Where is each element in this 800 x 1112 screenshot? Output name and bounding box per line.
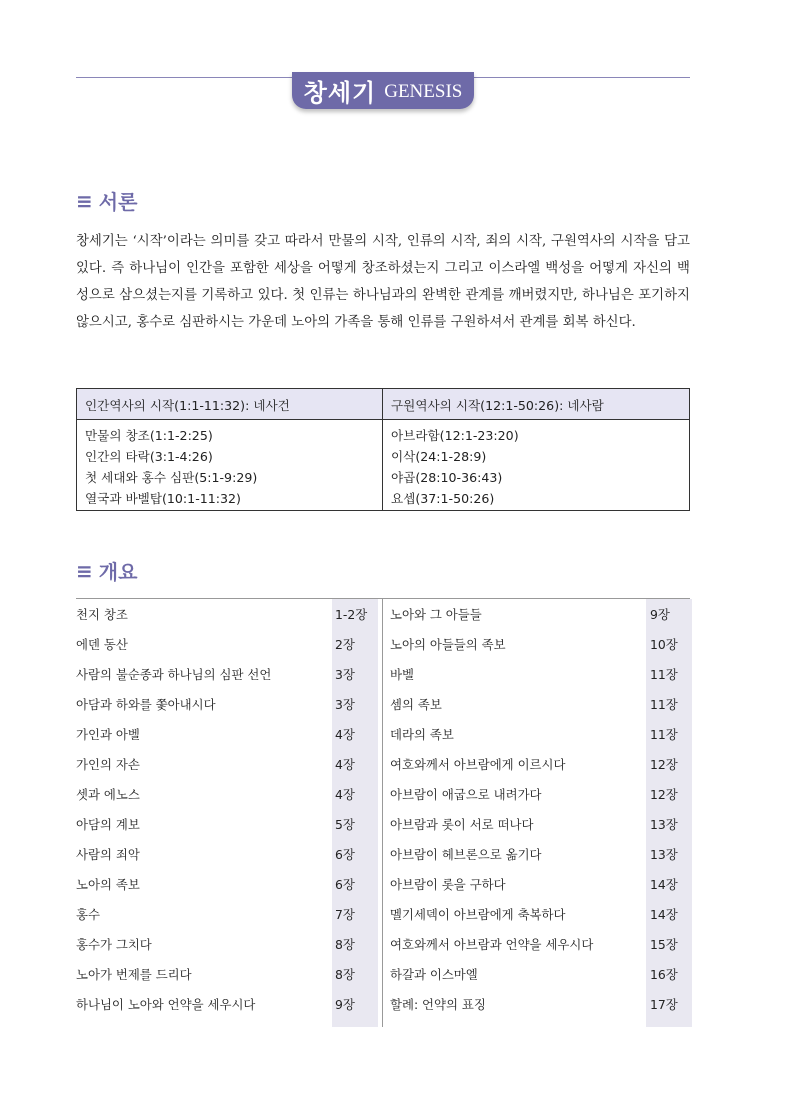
outline-row: [76, 839, 382, 869]
outline-row: [76, 779, 382, 809]
division-table: [76, 388, 690, 511]
outline-row: [76, 929, 382, 959]
outline-chapter: 4장: [335, 727, 355, 742]
outline-topic: 가인과 아벨: [76, 727, 140, 742]
outline-row: [76, 869, 382, 899]
outline-topic: 노아와 그 아들들: [390, 607, 482, 622]
division-item: 아브라함(12:1-23:20): [391, 428, 519, 443]
outline-chapter: 1-2장: [335, 607, 368, 622]
division-body-right: [383, 420, 689, 510]
outline-row: [384, 719, 690, 749]
outline-chapter: 4장: [335, 787, 355, 802]
outline-chapter: 2장: [335, 637, 355, 652]
outline-chapter: 6장: [335, 847, 355, 862]
outline-row: [384, 839, 690, 869]
outline-chapter: 8장: [335, 937, 355, 952]
book-title-korean: 창세기: [303, 79, 377, 107]
outline-topic: 아브람이 롯을 구하다: [390, 877, 506, 892]
outline-chapter: 17장: [650, 997, 678, 1012]
outline-topic: 사람의 죄악: [76, 847, 140, 862]
outline-topic: 노아의 아들들의 족보: [390, 637, 506, 652]
outline-topic: 아담과 하와를 쫓아내시다: [76, 697, 216, 712]
outline-chapter: 5장: [335, 817, 355, 832]
outline-row: [76, 749, 382, 779]
outline-column-right: [384, 599, 690, 1027]
intro-heading-text: 서론: [98, 190, 138, 214]
outline-row: [384, 899, 690, 929]
outline-topic: 아담의 계보: [76, 817, 140, 832]
outline-topic: 하나님이 노아와 언약을 세우시다: [76, 997, 256, 1012]
outline-row: [76, 899, 382, 929]
outline-topic: 셈의 족보: [390, 697, 442, 712]
outline-row: [384, 749, 690, 779]
outline-row: [76, 719, 382, 749]
outline-chapter: 15장: [650, 937, 678, 952]
outline-chapter: 9장: [335, 997, 355, 1012]
outline-chapter: 10장: [650, 637, 678, 652]
outline-chapter: 9장: [650, 607, 670, 622]
outline-chapter: 11장: [650, 697, 678, 712]
outline-chapter: 14장: [650, 877, 678, 892]
outline-topic: 노아의 족보: [76, 877, 140, 892]
menu-lines-icon: ≡: [76, 188, 93, 213]
outline-chapter: 14장: [650, 907, 678, 922]
outline-row: [76, 689, 382, 719]
outline-topic: 셋과 에노스: [76, 787, 140, 802]
division-item: 요셉(37:1-50:26): [391, 491, 495, 506]
division-header-left: 인간역사의 시작(1:1-11:32): 네사건: [77, 389, 383, 420]
division-item: 이삭(24:1-28:9): [391, 449, 487, 464]
outline-chapter: 4장: [335, 757, 355, 772]
outline-heading: [76, 556, 137, 585]
outline-topic: 바벨: [390, 667, 414, 682]
division-body-left: [77, 420, 383, 510]
outline-topic: 아브람이 애굽으로 내려가다: [390, 787, 542, 802]
outline-chapter: 3장: [335, 667, 355, 682]
outline-table: [76, 598, 690, 1027]
outline-row: [384, 929, 690, 959]
outline-row: [384, 809, 690, 839]
outline-topic: 노아가 번제를 드리다: [76, 967, 192, 982]
outline-topic: 가인의 자손: [76, 757, 140, 772]
outline-row: [76, 629, 382, 659]
intro-heading: [76, 186, 137, 215]
outline-topic: 멜기세덱이 아브람에게 축복하다: [390, 907, 566, 922]
intro-paragraph: 창세기는 ‘시작’이라는 의미를 갖고 따라서 만물의 시작, 인류의 시작, 죄의 시작, 구원역사의 시작을 담고 있다. 즉 하나님이 인간을 포함한 세상을 어떻게 창조하셨는지 그리고 이스라엘 백성을 어떻게 자신의 백성으로 삼으셨는지를 기록하고 있다. 첫 인류는 하나님과의 완벽한 관계를 깨버렸지만, 하나님은 포기하지 않으시고, 홍수로 심판하시는 가운데 노아의 가족을 통해 인류를 구원하셔서 관계를 회복 하신다.: [76, 234, 690, 330]
outline-chapter: 12장: [650, 757, 678, 772]
outline-row: [76, 659, 382, 689]
outline-chapter: 6장: [335, 877, 355, 892]
outline-topic: 홍수가 그치다: [76, 937, 152, 952]
division-item: 첫 세대와 홍수 심판(5:1-9:29): [85, 470, 258, 485]
outline-chapter: 16장: [650, 967, 678, 982]
outline-topic: 할례: 언약의 표징: [390, 997, 486, 1012]
outline-topic: 아브람과 롯이 서로 떠나다: [390, 817, 534, 832]
outline-topic: 하갈과 이스마엘: [390, 967, 478, 982]
outline-row: [384, 689, 690, 719]
outline-topic: 여호와께서 아브람과 언약을 세우시다: [390, 937, 594, 952]
outline-row: [384, 629, 690, 659]
division-header-right: 구원역사의 시작(12:1-50:26): 네사람: [383, 389, 689, 420]
outline-topic: 에덴 동산: [76, 637, 128, 652]
outline-chapter: 3장: [335, 697, 355, 712]
outline-topic: 데라의 족보: [390, 727, 454, 742]
book-title-english: GENESIS: [384, 81, 463, 102]
outline-topic: 사람의 불순종과 하나님의 심판 선언: [76, 667, 272, 682]
outline-row: [384, 869, 690, 899]
outline-chapter: 13장: [650, 847, 678, 862]
outline-row: [76, 989, 382, 1019]
outline-column-divider: [382, 599, 383, 1027]
outline-chapter: 12장: [650, 787, 678, 802]
outline-topic: 여호와께서 아브람에게 이르시다: [390, 757, 566, 772]
outline-chapter: 11장: [650, 727, 678, 742]
outline-chapter: 13장: [650, 817, 678, 832]
book-title-tab: [292, 72, 474, 109]
outline-chapter: 11장: [650, 667, 678, 682]
outline-chapter: 8장: [335, 967, 355, 982]
outline-chapter: 7장: [335, 907, 355, 922]
outline-topic: 천지 창조: [76, 607, 128, 622]
division-item: 인간의 타락(3:1-4:26): [85, 449, 213, 464]
menu-lines-icon: ≡: [76, 558, 93, 583]
division-item: 만물의 창조(1:1-2:25): [85, 428, 213, 443]
outline-row: [384, 779, 690, 809]
division-item: 열국과 바벨탑(10:1-11:32): [85, 491, 241, 506]
outline-topic: 아브람이 헤브론으로 옮기다: [390, 847, 542, 862]
outline-heading-text: 개요: [98, 560, 138, 584]
outline-row: [76, 809, 382, 839]
outline-row: [384, 989, 690, 1019]
outline-row: [76, 959, 382, 989]
outline-row: [384, 599, 690, 629]
outline-topic: 홍수: [76, 907, 100, 922]
division-item: 야곱(28:10-36:43): [391, 470, 503, 485]
outline-row: [76, 599, 382, 629]
outline-row: [384, 659, 690, 689]
outline-column-left: [76, 599, 382, 1027]
outline-row: [384, 959, 690, 989]
